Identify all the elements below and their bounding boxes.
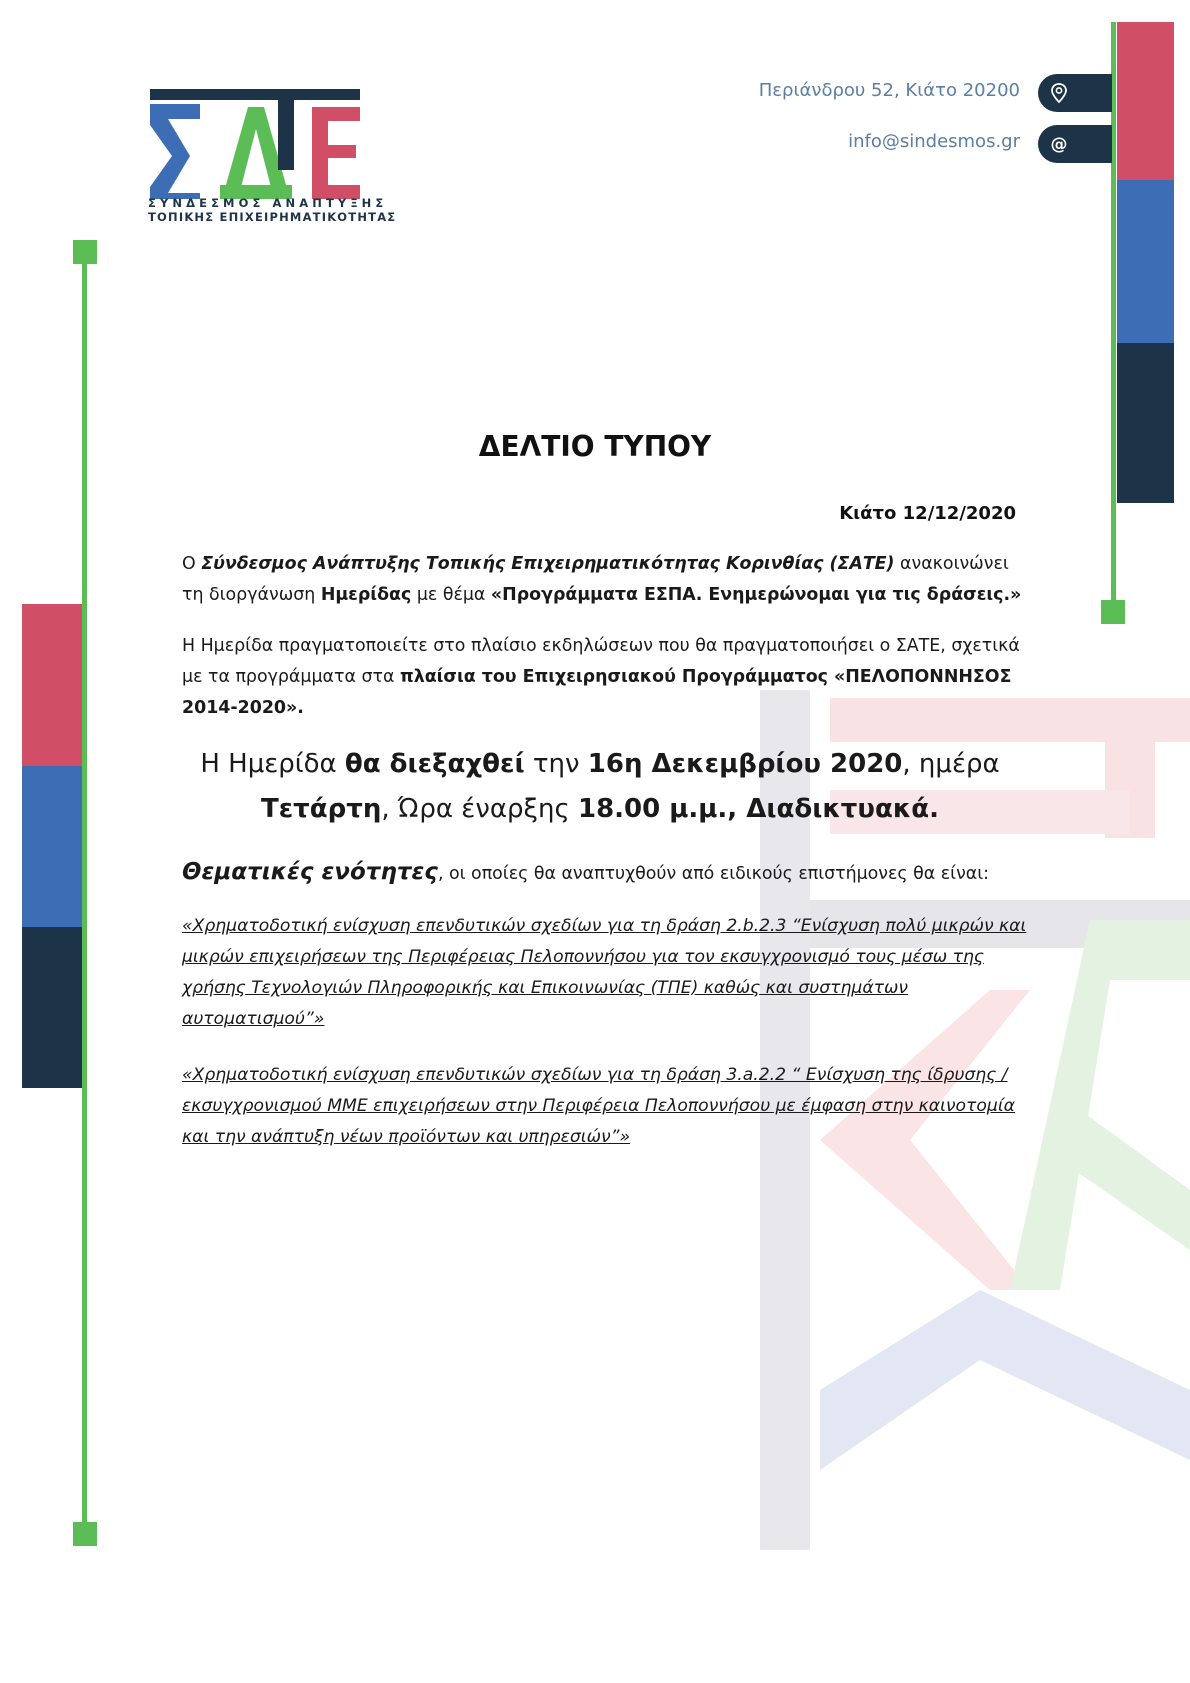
p2-program: πλαίσια του Επιχειρησιακού Προγράμματος «ΠΕΛΟΠΟΝΝΗΣΟΣ 2014-2020». bbox=[182, 667, 1012, 718]
paragraph-announcement bbox=[182, 549, 1022, 611]
location-pin-icon bbox=[1048, 82, 1070, 104]
right-blue-block bbox=[1117, 180, 1174, 343]
contact-address: Περιάνδρου 52, Κιάτο 20200 bbox=[758, 80, 1020, 101]
p3-text-a: Η Ημερίδα bbox=[200, 749, 345, 779]
p1-event-type: Ημερίδας bbox=[320, 585, 412, 605]
p1-text-c: ανακοινώνει τη διοργάνωση bbox=[182, 554, 1009, 605]
document-date: Κιάτο 12/12/2020 bbox=[839, 503, 1016, 524]
right-green-cap bbox=[1101, 600, 1125, 624]
at-sign-icon bbox=[1048, 133, 1070, 155]
right-red-block bbox=[1117, 22, 1174, 180]
paragraph-context bbox=[182, 631, 1022, 724]
address-pill bbox=[1038, 74, 1112, 112]
left-green-cap-bottom bbox=[73, 1522, 97, 1546]
p3-text-g: , Ώρα έναρξης bbox=[381, 794, 578, 824]
p1-topic: «Προγράμματα ΕΣΠΑ. Ενημερώνομαι για τις δράσεις.» bbox=[490, 585, 1022, 605]
p3-text-e: , ημέρα bbox=[902, 749, 1000, 779]
topic-item-2: «Χρηματοδοτική ενίσχυση επενδυτικών σχεδίων για τη δράση 3.a.2.2 “ Ενίσχυση της ίδρυσης / εκσυγχρονισμού ΜΜΕ επιχειρήσεων στην Περιφέρεια Πελοποννήσου με έμφαση στην καινοτομία και την ανάπτυξη νέων προϊόντων και υπηρεσιών”» bbox=[182, 1065, 1015, 1147]
p4-heading: Θεματικές ενότητες bbox=[182, 859, 438, 885]
topic-item-1: «Χρηματοδοτική ενίσχυση επενδυτικών σχεδίων για τη δράση 2.b.2.3 “Ενίσχυση πολύ μικρών και μικρών επιχειρήσεων της Περιφέρειας Πελοποννήσου για τον εκσυγχρονισμό τους μέσω της χρήσης Τεχνολογιών Πληροφορικής και Επικοινωνίας (ΤΠΕ) καθώς και συστημάτων αυτοματισμού”» bbox=[182, 916, 1027, 1029]
p3-weekday: Τετάρτη bbox=[260, 794, 382, 824]
p2-text-a: Η Ημερίδα πραγματοποιείτε στο πλαίσιο εκδηλώσεων που θα πραγματοποιήσει ο ΣΑΤΕ, σχετικά με τα προγράμματα στα bbox=[182, 636, 1020, 687]
p4-text-b: , οι οποίες θα αναπτυχθούν από ειδικούς επιστήμονες θα είναι: bbox=[437, 864, 989, 884]
p1-organization: Σύνδεσμος Ανάπτυξης Τοπικής Επιχειρηματικότητας Κορινθίας (ΣΑΤΕ) bbox=[201, 554, 895, 574]
paragraph-topics-intro bbox=[182, 857, 1022, 890]
p1-text-e: με θέμα bbox=[411, 585, 491, 605]
email-pill bbox=[1038, 125, 1112, 163]
p3-text-c: την bbox=[524, 749, 588, 779]
logo-subtitle bbox=[148, 196, 397, 224]
document-title: ΔΕΛΤΙΟ ΤΥΠΟΥ bbox=[478, 430, 712, 463]
contact-email: info@sindesmos.gr bbox=[848, 131, 1020, 152]
paragraph-event-details bbox=[150, 742, 1050, 832]
left-navy-block bbox=[22, 927, 82, 1088]
logo-subtitle-line1: ΣΥΝΔΕΣΜΟΣ ΑΝΑΠΤΥΞΗΣ bbox=[148, 196, 388, 210]
left-red-block bbox=[22, 604, 82, 766]
left-green-cap-top bbox=[73, 240, 97, 264]
logo-subtitle-line2: ΤΟΠΙΚΗΣ ΕΠΙΧΕΙΡΗΜΑΤΙΚΟΤΗΤΑΣ bbox=[148, 210, 397, 224]
left-blue-block bbox=[22, 766, 82, 927]
p3-event-date: 16η Δεκεμβρίου 2020 bbox=[587, 749, 903, 779]
right-navy-block bbox=[1117, 343, 1174, 503]
p3-time-location: 18.00 μ.μ., Διαδικτυακά. bbox=[577, 794, 940, 824]
p3-text-b: θα διεξαχθεί bbox=[344, 749, 525, 779]
p1-text-a: Ο bbox=[182, 554, 202, 574]
svg-text:@: @ bbox=[1050, 134, 1068, 155]
